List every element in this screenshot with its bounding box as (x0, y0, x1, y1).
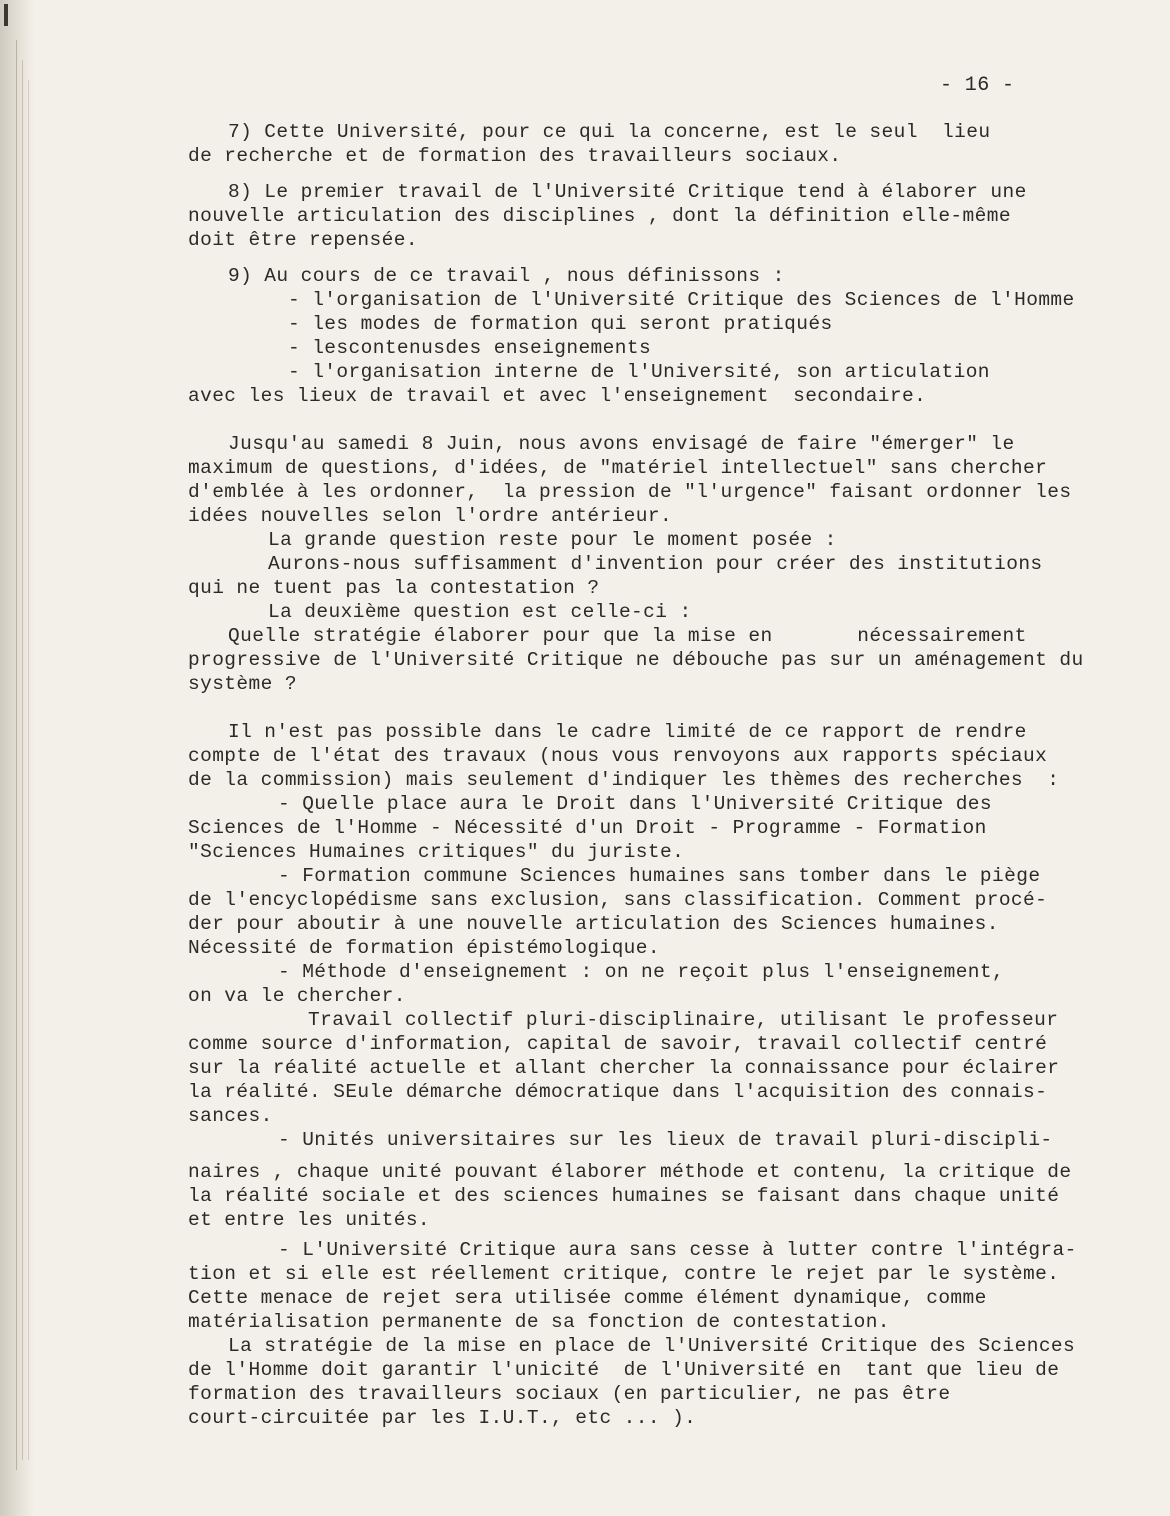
page-number: - 16 - (940, 74, 1015, 97)
text-line: der pour aboutir à une nouvelle articulation des Sciences humaines. (188, 913, 999, 935)
text-line: - Formation commune Sciences humaines sans tomber dans le piège (278, 865, 1041, 887)
page-edge-line (22, 60, 23, 1460)
text-line: doit être repensée. (188, 229, 418, 251)
text-line: Sciences de l'Homme - Nécessité d'un Droit - Programme - Formation (188, 817, 987, 839)
text-line: 8) Le premier travail de l'Université Critique tend à élaborer une (228, 181, 1027, 203)
text-line: - L'Université Critique aura sans cesse à lutter contre l'intégra- (278, 1239, 1077, 1261)
text-line: système ? (188, 673, 297, 695)
text-line: de recherche et de formation des travailleurs sociaux. (188, 145, 842, 167)
text-line: - les modes de formation qui seront pratiqués (288, 313, 833, 335)
text-line: La grande question reste pour le moment posée : (268, 529, 837, 551)
text-line: et entre les unités. (188, 1209, 431, 1231)
text-line: La deuxième question est celle-ci : (268, 601, 692, 623)
text-line: - Unités universitaires sur les lieux de travail pluri-discipli- (278, 1129, 1053, 1151)
text-line: court-circuitée par les I.U.T., etc ... ). (188, 1407, 697, 1429)
text-line: on va le chercher. (188, 985, 406, 1007)
text-line: - Quelle place aura le Droit dans l'Université Critique des (278, 793, 993, 815)
text-line: la réalité. SEule démarche démocratique dans l'acquisition des connais- (188, 1081, 1048, 1103)
text-line: - Méthode d'enseignement : on ne reçoit plus l'enseignement, (278, 961, 1005, 983)
text-line: maximum de questions, d'idées, de "matériel intellectuel" sans chercher (188, 457, 1048, 479)
text-line: Quelle stratégie élaborer pour que la mise en nécessairement (228, 625, 1027, 647)
text-line: sur la réalité actuelle et allant chercher la connaissance pour éclairer (188, 1057, 1060, 1079)
text-line: nouvelle articulation des disciplines , dont la définition elle-même (188, 205, 1011, 227)
text-line: progressive de l'Université Critique ne débouche pas sur un aménagement du (188, 649, 1084, 671)
text-line: - lescontenusdes enseignements (288, 337, 652, 359)
text-line: sances. (188, 1105, 273, 1127)
text-line: la réalité sociale et des sciences humaines se faisant dans chaque unité (188, 1185, 1060, 1207)
text-line: Nécessité de formation épistémologique. (188, 937, 660, 959)
text-line: comme source d'information, capital de savoir, travail collectif centré (188, 1033, 1048, 1055)
text-line: de l'encyclopédisme sans exclusion, sans classification. Comment procé- (188, 889, 1048, 911)
text-line: Cette menace de rejet sera utilisée comme élément dynamique, comme (188, 1287, 987, 1309)
page-edge-line (28, 80, 29, 1460)
text-line: naires , chaque unité pouvant élaborer méthode et contenu, la critique de (188, 1161, 1072, 1183)
text-line: d'emblée à les ordonner, la pression de "l'urgence" faisant ordonner les (188, 481, 1072, 503)
text-line: compte de l'état des travaux (nous vous renvoyons aux rapports spéciaux (188, 745, 1048, 767)
text-line: 9) Au cours de ce travail , nous définissons : (228, 265, 785, 287)
corner-mark (4, 4, 8, 26)
text-line: qui ne tuent pas la contestation ? (188, 577, 600, 599)
text-line: formation des travailleurs sociaux (en particulier, ne pas être (188, 1383, 951, 1405)
text-line: Aurons-nous suffisamment d'invention pour créer des institutions (268, 553, 1043, 575)
page-edge-line (16, 40, 17, 1470)
text-line: de la commission) mais seulement d'indiquer les thèmes des recherches : (188, 769, 1060, 791)
text-line: La stratégie de la mise en place de l'Université Critique des Sciences (228, 1335, 1076, 1357)
text-line: Jusqu'au samedi 8 Juin, nous avons envisagé de faire "émerger" le (228, 433, 1015, 455)
text-line: - l'organisation interne de l'Université, son articulation (288, 361, 990, 383)
text-line: matérialisation permanente de sa fonction de contestation. (188, 1311, 890, 1333)
text-line: "Sciences Humaines critiques" du juriste. (188, 841, 685, 863)
text-line: tion et si elle est réellement critique, contre le rejet par le système. (188, 1263, 1060, 1285)
text-line: 7) Cette Université, pour ce qui la concerne, est le seul lieu (228, 121, 991, 143)
text-line: avec les lieux de travail et avec l'enseignement secondaire. (188, 385, 927, 407)
text-line: de l'Homme doit garantir l'unicité de l'Université en tant que lieu de (188, 1359, 1060, 1381)
text-line: - l'organisation de l'Université Critique des Sciences de l'Homme (288, 289, 1075, 311)
text-line: Travail collectif pluri-disciplinaire, utilisant le professeur (308, 1009, 1059, 1031)
text-line: Il n'est pas possible dans le cadre limité de ce rapport de rendre (228, 721, 1027, 743)
text-line: idées nouvelles selon l'ordre antérieur. (188, 505, 673, 527)
